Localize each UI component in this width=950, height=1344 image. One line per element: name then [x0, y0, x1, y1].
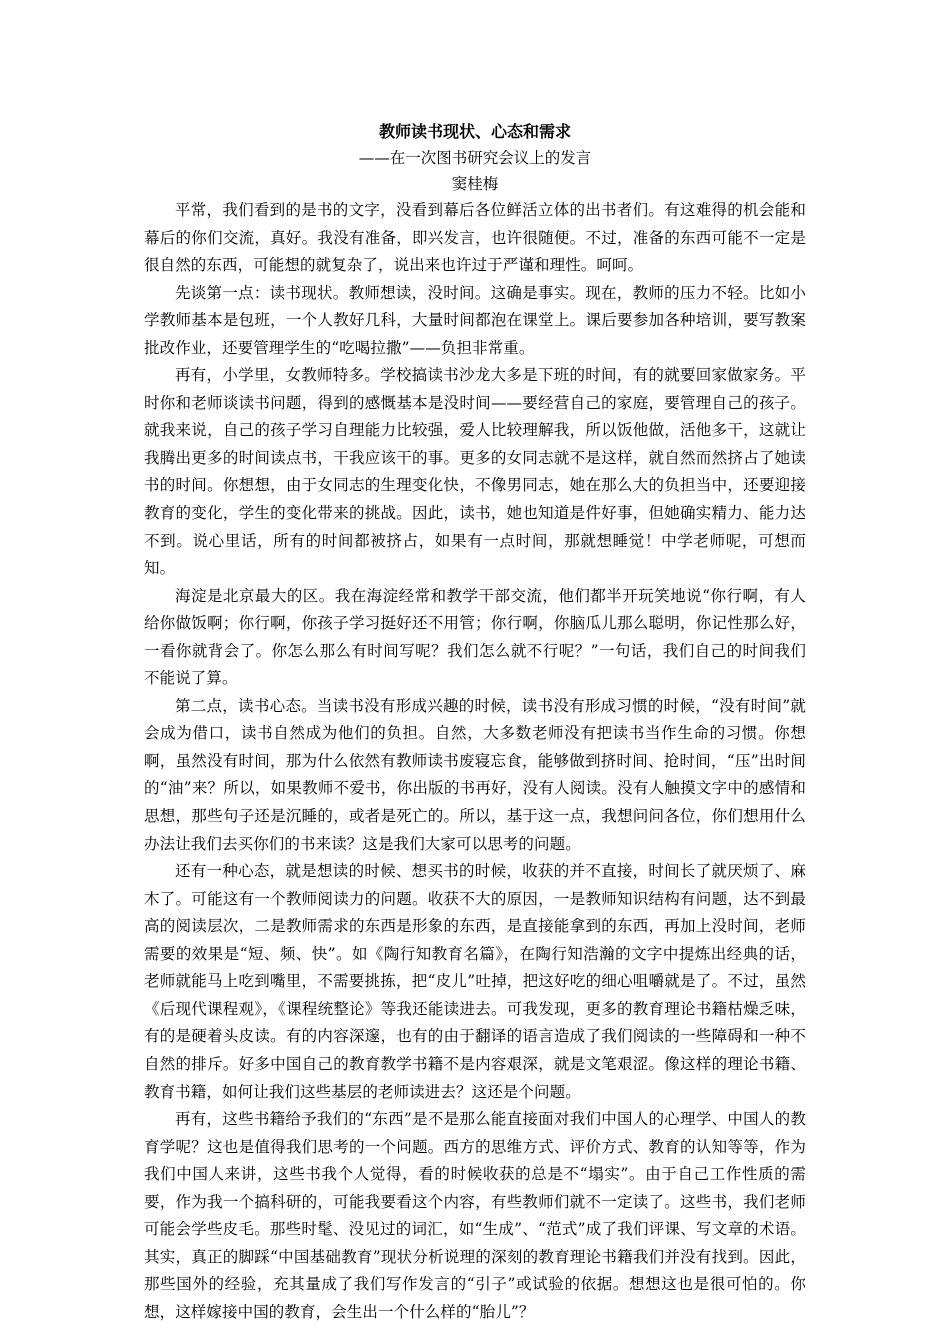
document-subtitle: ——在一次图书研究会议上的发言 — [358, 149, 592, 167]
paragraph: 平常，我们看到的是书的文字，没看到幕后各位鲜活立体的出书者们。有这难得的机会能和幕后的你们交流，真好。我没有准备，即兴发言，也许很随便。不过，准备的东西可能不一定是很自然的东西，可能想的就复杂了，说出来也许过于严谨和理性。呵呵。 — [144, 201, 806, 275]
document-title: 教师读书现状、心态和需求 — [378, 122, 571, 141]
paragraph: 再有，这些书籍给予我们的“东西”是不是那么能直接面对我们中国人的心理学、中国人的教育学呢？这也是值得我们思考的一个问题。西方的思维方式、评价方式、教育的认知等等，作为我们中国人来讲，这些书我个人觉得，看的时候收获的总是不“塌实”。由于自己工作性质的需要，作为我一个搞科研的，可能我要看这个内容，有些教师们就不一定读了。这些书，我们老师可能会学些皮毛。那些时髦、没见过的词汇，如“生成”、“范式”成了我们评课、写文章的术语。其实，真正的脚踩“中国基础教育”现状分析说理的深刻的教育理论书籍我们并没有找到。因此，那些国外的经验，充其量成了我们写作发言的“引子”或试验的依据。想想这也是很可怕的。你想，这样嫁接中国的教育，会生出一个什么样的“胎儿”？ — [144, 1110, 806, 1321]
document-page — [144, 118, 806, 1326]
paragraph: 海淀是北京最大的区。我在海淀经常和教学干部交流，他们都半开玩笑地说“你行啊，有人给你做饭啊；你行啊，你孩子学习挺好还不用管；你行啊，你脑瓜儿那么聪明，你记性那么好，一看你就背会了。你怎么那么有时间写呢？我们怎么就不行呢？”一句话，我们自己的时间我们不能说了算。 — [144, 586, 806, 688]
paragraph: 第二点，读书心态。当读书没有形成兴趣的时候，读书没有形成习惯的时候，“没有时间”就会成为借口，读书自然成为他们的负担。自然，大多数老师没有把读书当作生命的习惯。你想啊，虽然没有时间，那为什么依然有教师读书废寝忘食，能够做到挤时间、抢时间，“压”出时间的“油”来？所以，如果教师不爱书，你出版的书再好，没有人阅读。没有人触摸文字中的感情和思想，那些句子还是沉睡的，或者是死亡的。所以，基于这一点，我想问问各位，你们想用什么办法让我们去买你们的书来读？这是我们大家可以思考的问题。 — [144, 696, 806, 853]
paragraph: 再有，小学里，女教师特多。学校搞读书沙龙大多是下班的时间，有的就要回家做家务。平时你和老师谈读书问题，得到的感慨基本是没时间——要经营自己的家庭，要管理自己的孩子。就我来说，自己的孩子学习自理能力比较强，爱人比较理解我，所以饭他做，活他多干，这就让我腾出更多的时间读点书，干我应该干的事。更多的女同志就不是这样，就自然而然挤占了她读书的时间。你想想，由于女同志的生理变化快，不像男同志，她在那么大的负担当中，还要迎接教育的变化，学生的变化带来的挑战。因此，读书，她也知道是件好事，但她确实精力、能力达不到。说心里话，所有的时间都被挤占，如果有一点时间，那就想睡觉！中学老师呢，可想而知。 — [144, 366, 806, 578]
document-author: 窦桂梅 — [451, 175, 499, 193]
paragraph: 先谈第一点：读书现状。教师想读，没时间。这确是事实。现在，教师的压力不轻。比如小学教师基本是包班，一个人教好几科，大量时间都泡在课堂上。课后要参加各种培训，要写教案批改作业，还要管理学生的“吃喝拉撒”——负担非常重。 — [144, 283, 806, 357]
paragraph: 还有一种心态，就是想读的时候、想买书的时候，收获的并不直接，时间长了就厌烦了、麻木了。可能这有一个教师阅读力的问题。收获不大的原因，一是教师知识结构有问题，达不到最高的阅读层次，二是教师需求的东西是形象的东西，是直接能拿到的东西，再加上没时间，老师需要的效果是“短、频、快”。如《陶行知教育名篇》，在陶行知浩瀚的文字中提炼出经典的话，老师就能马上吃到嘴里，不需要挑拣，把“皮儿”吐掉，把这好吃的细心咀嚼就是了。不过，虽然《后现代课程观》，《课程统整论》等我还能读进去。可我发现，更多的教育理论书籍枯燥乏味，有的是硬着头皮读。有的内容深邃，也有的由于翻译的语言造成了我们阅读的一些障碍和一种不自然的排斥。好多中国自己的教育教学书籍不是内容艰深，就是文笔艰涩。像这样的理论书籍、教育书籍，如何让我们这些基层的老师读进去？这还是个问题。 — [144, 862, 806, 1101]
